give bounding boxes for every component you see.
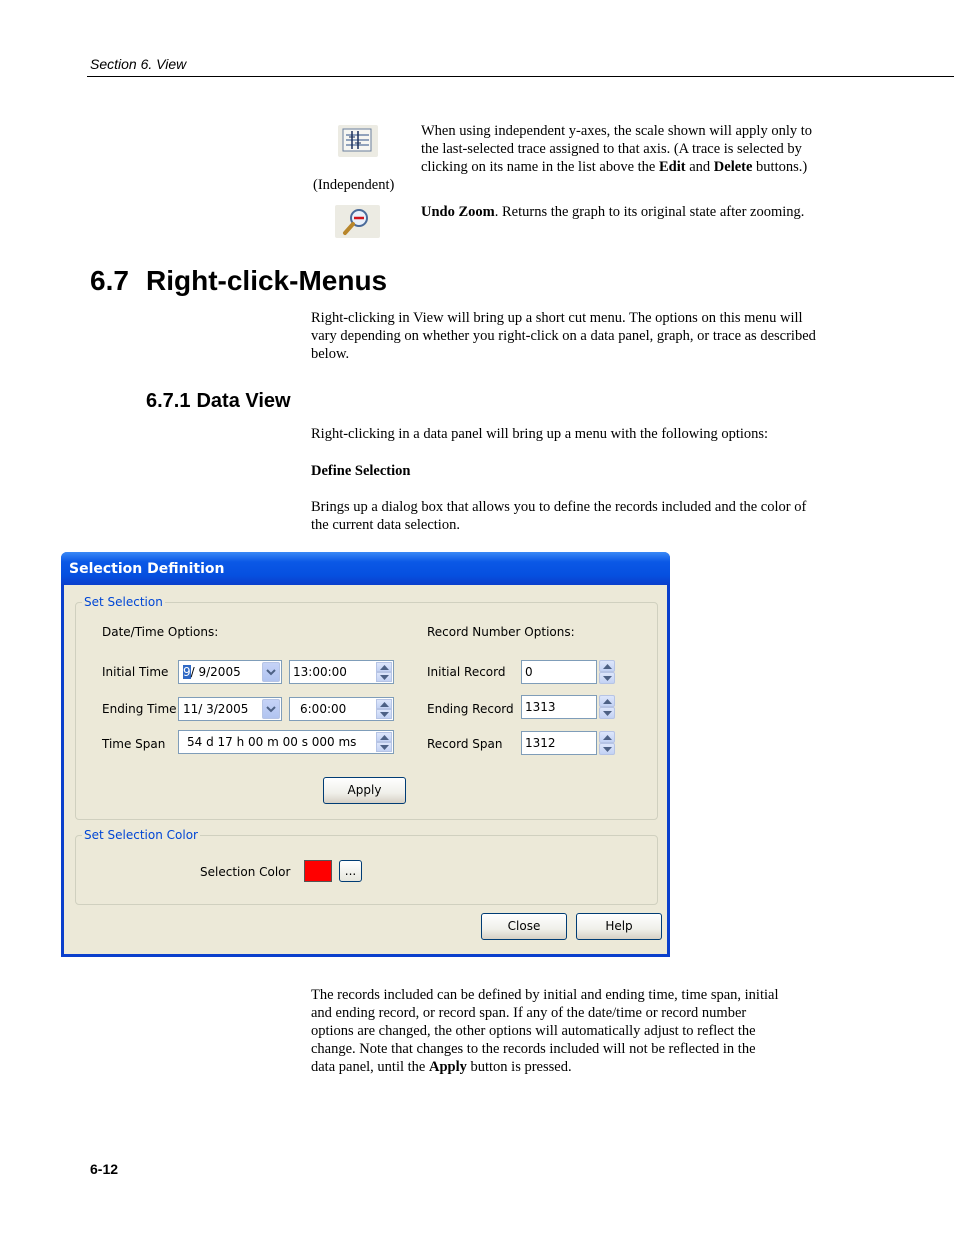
arrow-down-icon[interactable]	[599, 672, 615, 684]
arrow-up-icon[interactable]	[599, 660, 615, 672]
arrow-up-icon[interactable]	[599, 731, 615, 743]
set-selection-group	[75, 595, 658, 820]
ending-time-input[interactable]	[289, 697, 394, 721]
dialog-title: Selection Definition	[69, 561, 225, 577]
initial-time-value: 13:00:00	[293, 665, 347, 679]
arrow-down-icon[interactable]	[599, 707, 615, 719]
ending-time-value: 6:00:00	[300, 702, 347, 716]
selection-definition-dialog	[61, 552, 670, 957]
page-number: 6-12	[90, 1161, 119, 1177]
section-6-7-body: Right-clicking in View will bring up a short cut menu. The options on this menu will vary depending on whether you right-click on a data panel, graph, or trace as described below.	[311, 310, 816, 362]
initial-record-input[interactable]	[521, 660, 597, 684]
independent-description: When using independent y-axes, the scale shown will apply only to the last-selected trace assigned to that axis. (A trace is selected by clicking on its name in the list above the Edit and Delete buttons.)	[421, 123, 813, 175]
arrow-down-icon[interactable]	[376, 709, 392, 719]
browse-color-button[interactable]: ...	[339, 860, 362, 882]
independent-axes-icon	[338, 125, 378, 157]
initial-date-picker[interactable]	[178, 660, 282, 684]
running-head: Section 6. View	[90, 56, 187, 72]
arrow-up-icon[interactable]	[599, 695, 615, 707]
help-button[interactable]: Help	[576, 913, 662, 940]
arrow-up-icon[interactable]	[376, 662, 392, 672]
initial-date-value: 9/ 9/2005	[183, 665, 241, 679]
chevron-down-icon[interactable]	[262, 662, 280, 682]
ending-record-value: 1313	[525, 700, 556, 714]
set-selection-legend: Set Selection	[84, 595, 163, 609]
ending-record-input[interactable]	[521, 695, 597, 719]
ending-record-spinner[interactable]	[599, 695, 615, 719]
ending-date-value: 11/ 3/2005	[183, 702, 249, 716]
ending-time-spinner[interactable]	[376, 699, 392, 719]
datetime-options-heading: Date/Time Options:	[102, 625, 219, 639]
arrow-down-icon[interactable]	[376, 672, 392, 682]
arrow-up-icon[interactable]	[376, 732, 392, 742]
initial-record-label: Initial Record	[427, 665, 506, 679]
magnifier-icon	[335, 205, 380, 238]
time-span-value: 54 d 17 h 00 m 00 s 000 ms	[187, 735, 357, 749]
set-selection-color-legend: Set Selection Color	[84, 828, 198, 842]
section-heading-6-7-1: 6.7.1 Data View	[146, 390, 291, 412]
initial-time-input[interactable]	[289, 660, 394, 684]
arrow-down-icon[interactable]	[599, 743, 615, 755]
selection-color-label: Selection Color	[200, 865, 291, 879]
record-span-input[interactable]	[521, 731, 597, 755]
initial-time-spinner[interactable]	[376, 662, 392, 682]
arrow-up-icon[interactable]	[376, 699, 392, 709]
selection-color-swatch[interactable]	[304, 860, 332, 882]
arrow-down-icon[interactable]	[376, 742, 392, 752]
ending-time-label: Ending Time	[102, 702, 177, 716]
set-selection-color-group	[75, 828, 658, 905]
section-heading-6-7: 6.7 Right-click-Menus	[90, 265, 388, 296]
record-span-label: Record Span	[427, 737, 503, 751]
ending-date-picker[interactable]	[178, 697, 282, 721]
ending-record-label: Ending Record	[427, 702, 514, 716]
close-button[interactable]: Close	[481, 913, 567, 940]
define-selection-body: Brings up a dialog box that allows you to define the records included and the color of the current data selection.	[311, 499, 807, 533]
closing-paragraph: The records included can be defined by initial and ending time, time span, initial and ending record, or record span. If any of the date/time or record number options are changed, the other options will automatically adjust to reflect the change. Note that changes to the records included will not be reflected in the data panel, until the Apply button is pressed.	[311, 987, 779, 1075]
define-selection-subhead: Define Selection	[311, 463, 411, 479]
chevron-down-icon[interactable]	[262, 699, 280, 719]
independent-label: (Independent)	[313, 177, 395, 193]
header-rule	[87, 76, 954, 77]
section-6-7-1-body: Right-clicking in a data panel will bring up a menu with the following options:	[311, 426, 769, 442]
record-options-heading: Record Number Options:	[427, 625, 575, 639]
dialog-titlebar[interactable]	[61, 552, 670, 585]
initial-time-label: Initial Time	[102, 665, 169, 679]
record-span-value: 1312	[525, 736, 556, 750]
record-span-spinner[interactable]	[599, 731, 615, 755]
initial-record-spinner[interactable]	[599, 660, 615, 684]
undo-zoom-description: Undo Zoom. Returns the graph to its original state after zooming.	[421, 204, 805, 220]
time-span-spinner[interactable]	[376, 732, 392, 752]
apply-button[interactable]: Apply	[323, 777, 406, 804]
initial-record-value: 0	[525, 665, 533, 679]
time-span-input[interactable]	[178, 730, 394, 754]
time-span-label: Time Span	[102, 737, 166, 751]
